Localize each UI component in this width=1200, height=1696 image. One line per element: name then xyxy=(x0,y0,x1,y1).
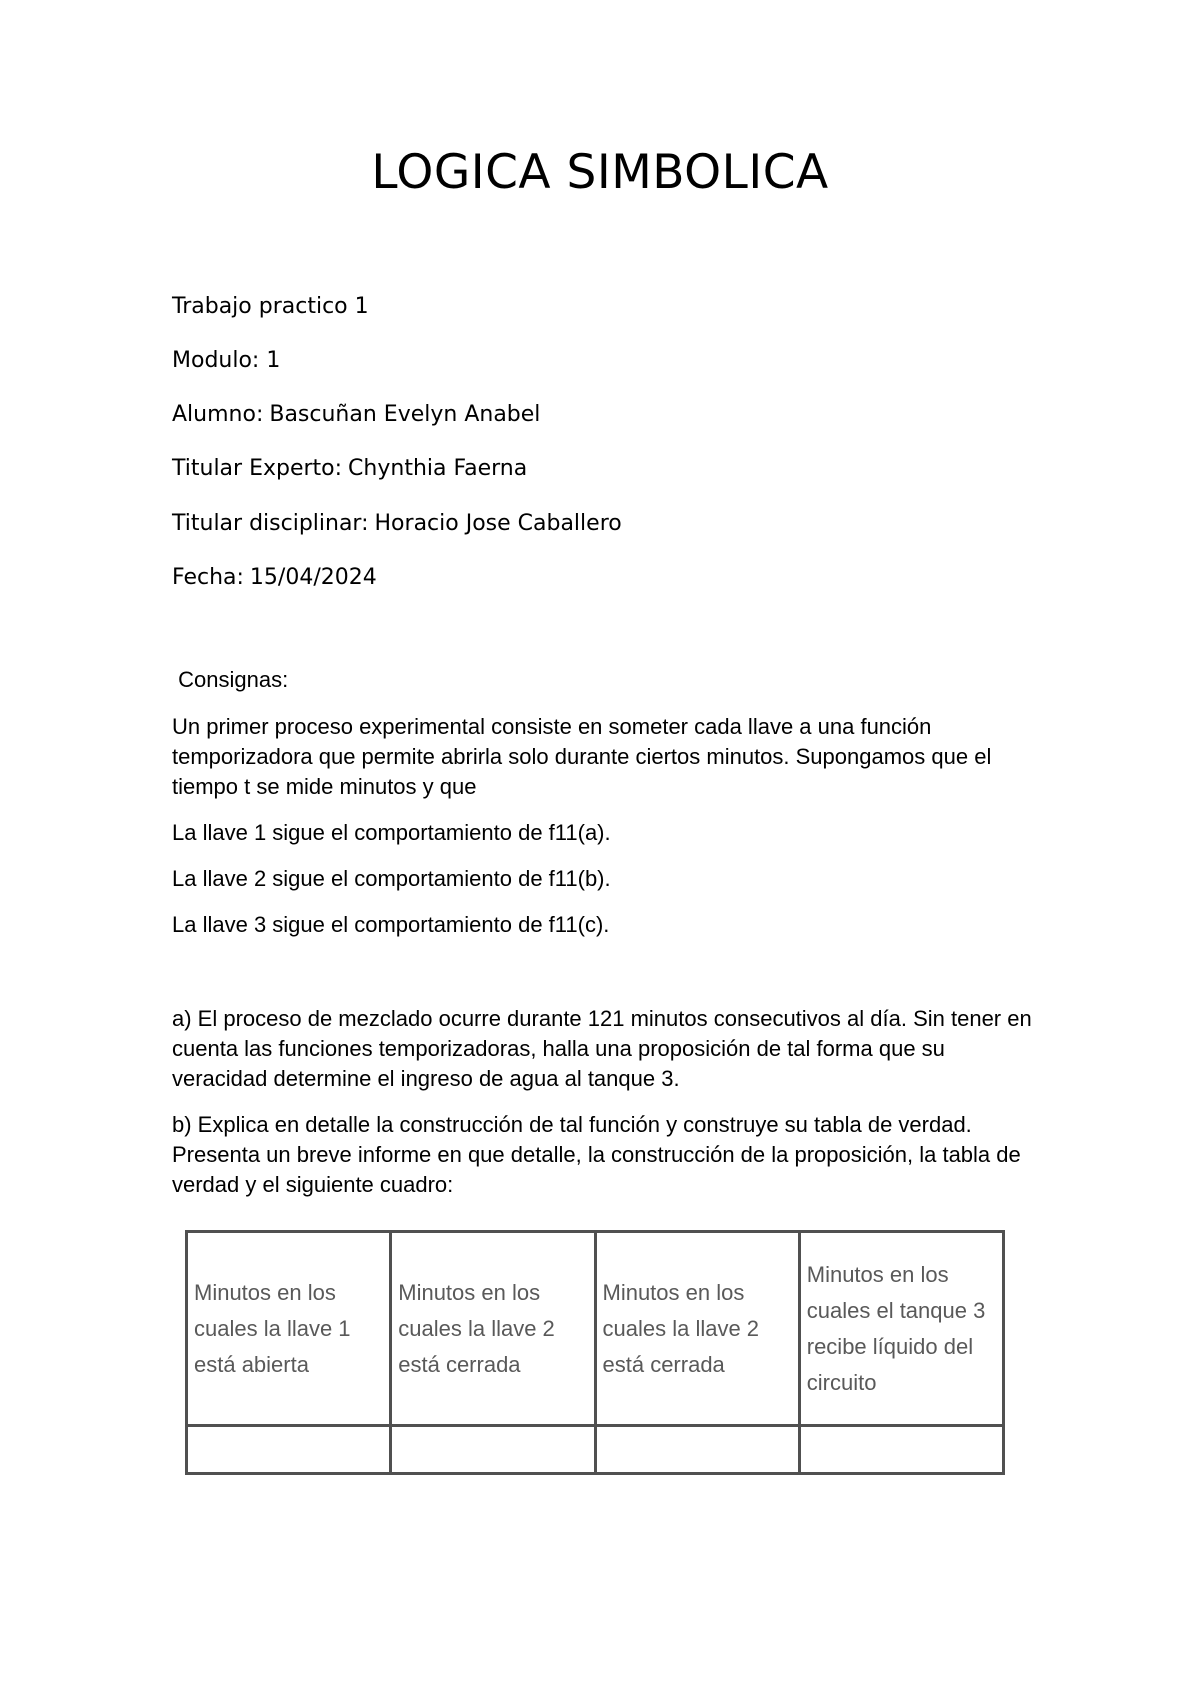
meta-label: Fecha: xyxy=(172,565,244,590)
meta-student xyxy=(172,400,540,430)
llave-1-line: La llave 1 sigue el comportamiento de f11(a). xyxy=(172,820,611,845)
meta-date xyxy=(172,563,377,593)
meta-expert-holder xyxy=(172,454,527,484)
meta-module xyxy=(172,346,280,376)
meta-value: Chynthia Faerna xyxy=(348,456,528,481)
table-cell xyxy=(391,1426,595,1474)
llave-2-line: La llave 2 sigue el comportamiento de f11(b). xyxy=(172,866,611,891)
meta-label: Titular disciplinar: xyxy=(172,511,369,536)
meta-value: 1 xyxy=(259,348,281,373)
llave-3-line: La llave 3 sigue el comportamiento de f11(c). xyxy=(172,912,610,937)
table-header-cell: Minutos en los cuales la llave 2 está cerrada xyxy=(595,1232,799,1426)
meta-value: 15/04/2024 xyxy=(249,565,377,590)
table-header-row xyxy=(187,1232,1004,1426)
meta-label: Titular Experto: xyxy=(172,456,343,481)
item-a-paragraph: a) El proceso de mezclado ocurre durante 121 minutos consecutivos al día. Sin tener en cuenta las funciones temporizadoras, halla una proposición de tal forma que su veracidad determine el ingreso de agua al tanque 3. xyxy=(172,1006,1032,1091)
consignas-heading: Consignas: xyxy=(172,667,289,692)
table-cell xyxy=(187,1426,391,1474)
table-header-cell: Minutos en los cuales la llave 1 está abierta xyxy=(187,1232,391,1426)
meta-disciplinary-holder xyxy=(172,509,622,539)
intro-paragraph: Un primer proceso experimental consiste en someter cada llave a una función temporizadora que permite abrirla solo durante ciertos minutos. Supongamos que el tiempo t se mide minutos y que xyxy=(172,714,992,799)
item-b-paragraph: b) Explica en detalle la construcción de tal función y construye su tabla de verdad. Presenta un breve informe en que detalle, la construcción de la proposición, la tabla de verdad y el siguiente cuadro: xyxy=(172,1112,1021,1197)
meta-value: Horacio Jose Caballero xyxy=(374,511,622,536)
meta-label: Modulo: xyxy=(172,348,260,373)
table-header-cell: Minutos en los cuales la llave 2 está cerrada xyxy=(391,1232,595,1426)
table-row xyxy=(187,1426,1004,1474)
meta-assignment xyxy=(172,292,369,322)
table-cell xyxy=(799,1426,1003,1474)
meta-label: Alumno: xyxy=(172,402,264,427)
table-header-cell: Minutos en los cuales el tanque 3 recibe líquido del circuito xyxy=(799,1232,1003,1426)
meta-value: Bascuñan Evelyn Anabel xyxy=(269,402,541,427)
table-cell xyxy=(595,1426,799,1474)
document-title: LOGICA SIMBOLICA xyxy=(371,145,829,200)
meta-label: Trabajo practico 1 xyxy=(172,294,369,319)
minutes-table xyxy=(185,1230,1005,1475)
